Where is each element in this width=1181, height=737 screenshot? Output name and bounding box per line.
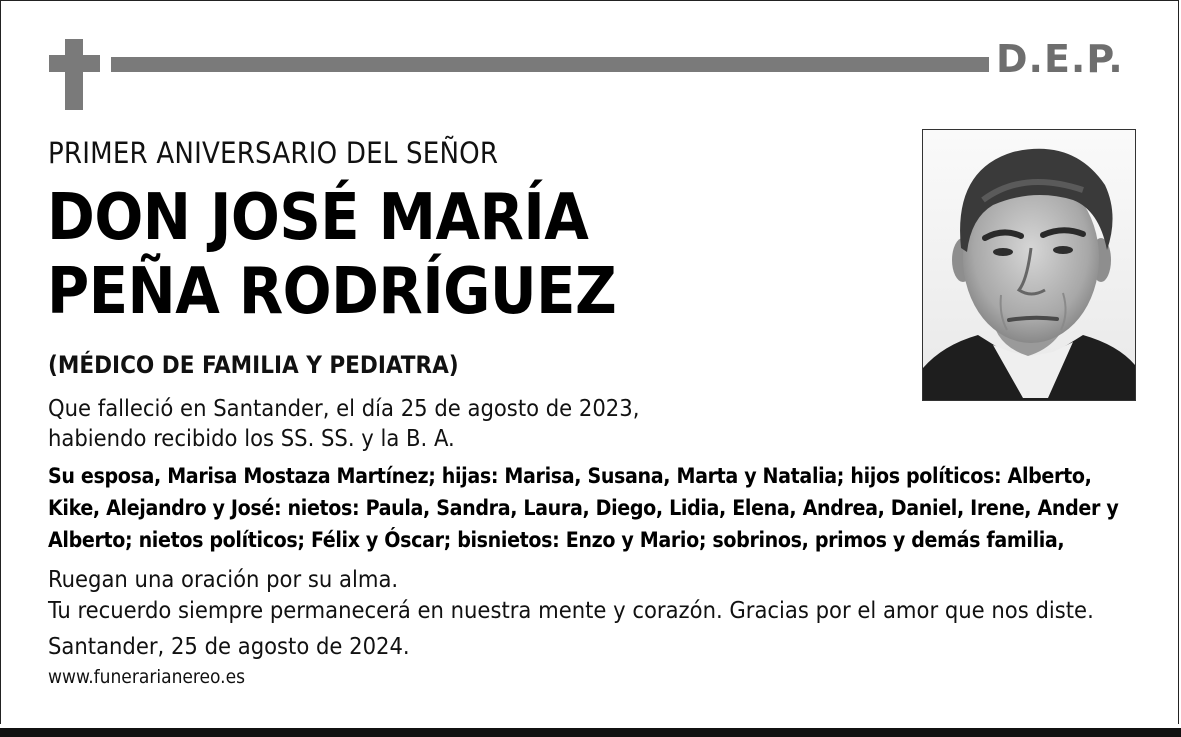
portrait-photo bbox=[922, 129, 1136, 401]
death-line-2: habiendo recibido los SS. SS. y la B. A. bbox=[48, 424, 455, 452]
prayer-text bbox=[48, 564, 1148, 626]
anniversary-pretitle: PRIMER ANIVERSARIO DEL SEÑOR bbox=[48, 136, 499, 170]
header-rule bbox=[111, 57, 989, 72]
deceased-name bbox=[47, 181, 616, 329]
bottom-border bbox=[0, 728, 1181, 737]
dep-label: D.E.P. bbox=[996, 37, 1124, 81]
prayer-line-1: Ruegan una oración por su alma. bbox=[48, 565, 399, 593]
portrait-illustration bbox=[923, 130, 1135, 400]
death-line-1: Que falleció en Santander, el día 25 de agosto de 2023, bbox=[48, 394, 640, 422]
family-list: Su esposa, Marisa Mostaza Martínez; hijas: Marisa, Susana, Marta y Natalia; hijos políticos: Alberto, Kike, Alejandro y José: nietos: Paula, Sandra, Laura, Diego, Lidia, Elena, Andrea, Daniel, Irene, Ander y Alberto; nietos políticos; Félix y Óscar; bisnietos: Enzo y Mario; sobrinos, primos y demás familia, bbox=[48, 463, 1119, 552]
latin-cross-icon bbox=[49, 39, 100, 110]
prayer-line-2: Tu recuerdo siempre permanecerá en nuestra mente y corazón. Gracias por el amor que nos diste. bbox=[48, 596, 1094, 624]
profession-label: (MÉDICO DE FAMILIA Y PEDIATRA) bbox=[48, 351, 459, 379]
place-date: Santander, 25 de agosto de 2024. bbox=[48, 632, 410, 660]
name-line-2: PEÑA RODRÍGUEZ bbox=[47, 255, 617, 329]
death-details bbox=[48, 393, 748, 453]
website-link[interactable]: www.funerarianereo.es bbox=[48, 666, 246, 688]
name-line-1: DON JOSÉ MARÍA bbox=[47, 181, 589, 255]
